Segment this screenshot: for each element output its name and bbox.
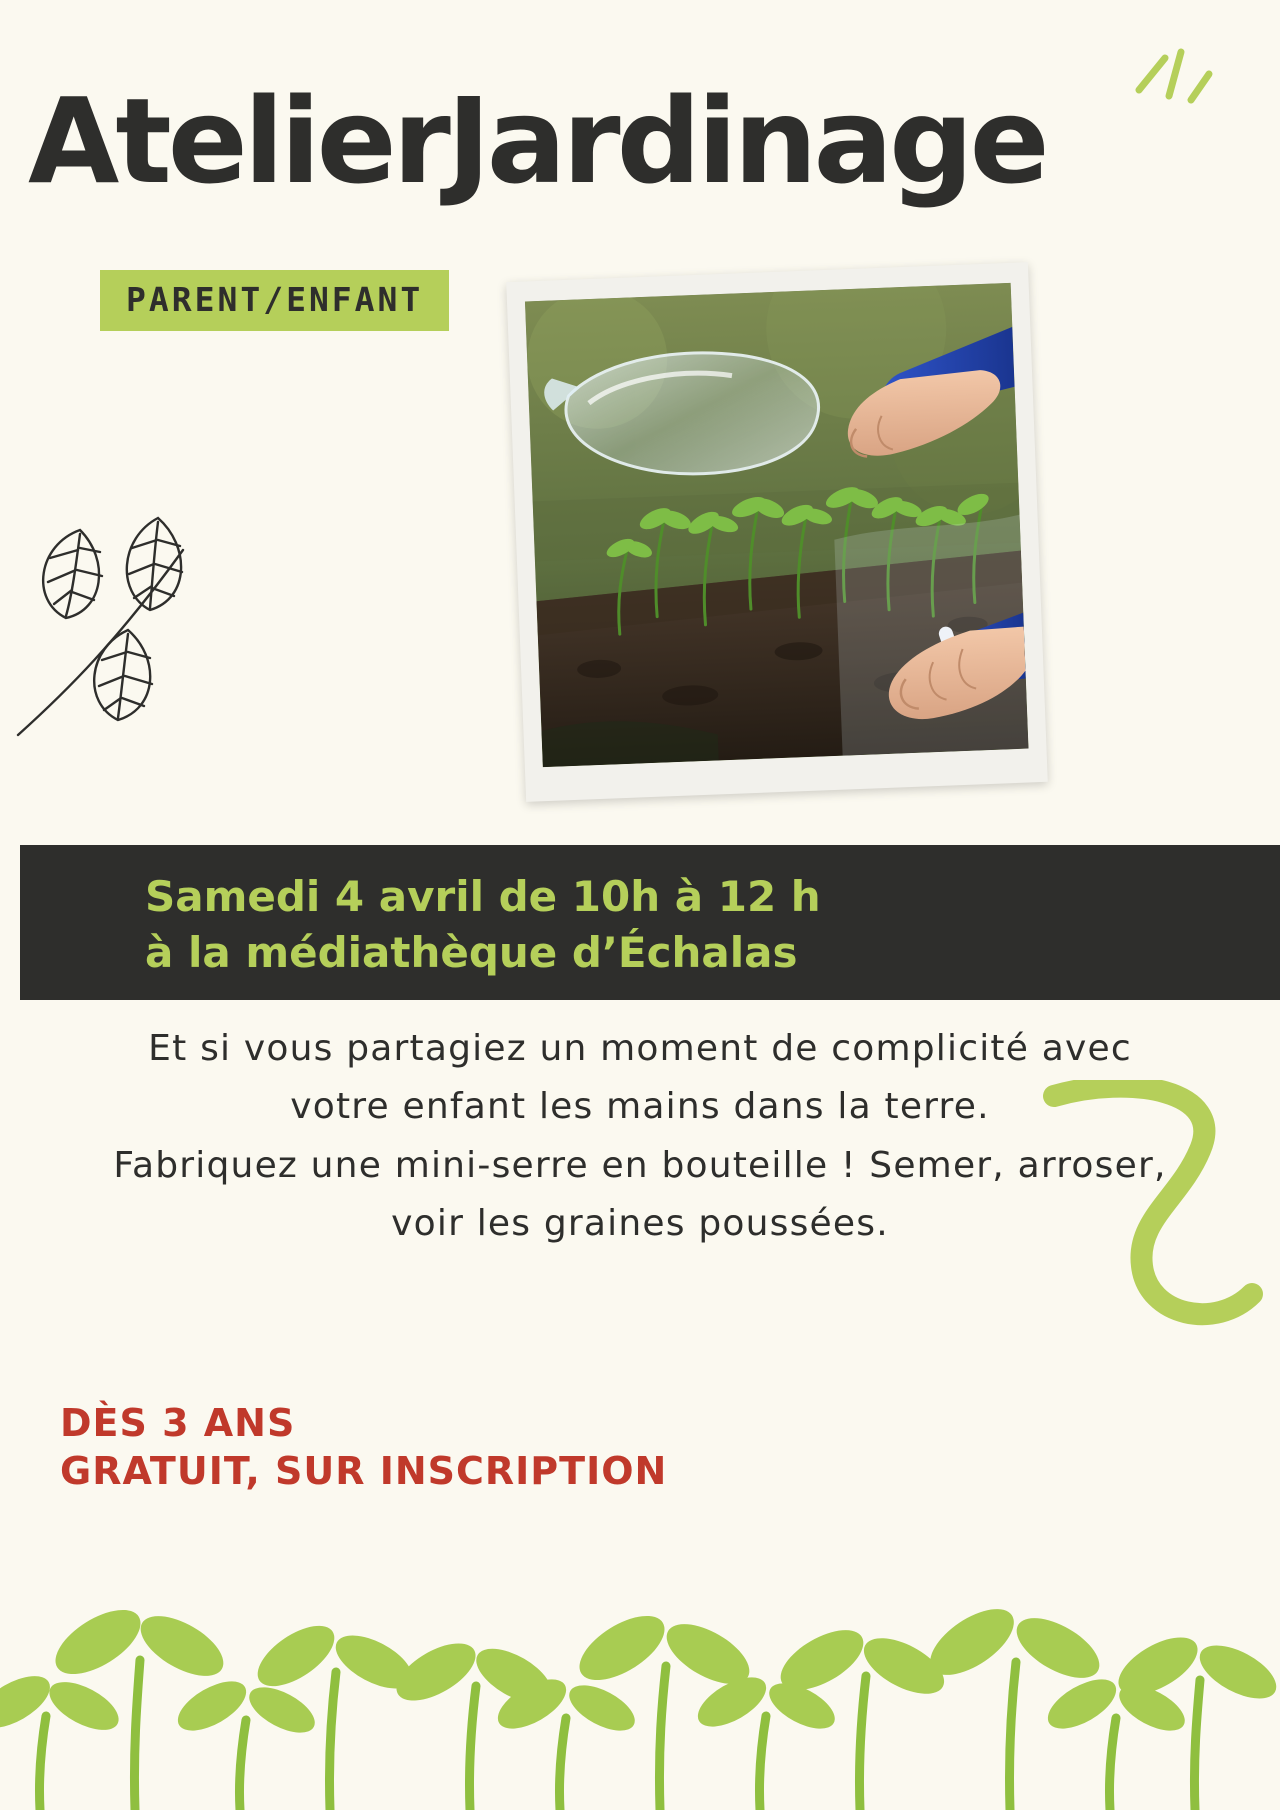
body-text: [0, 1020, 1280, 1253]
subtitle-badge: [100, 270, 449, 331]
subtitle-label: PARENT/ENFANT: [126, 280, 424, 319]
note-registration: GRATUIT, SUR INSCRIPTION: [60, 1448, 668, 1493]
photo-frame: [506, 262, 1048, 802]
page-title: AtelierJardinage: [28, 72, 1046, 210]
date-line-secondary: à la médiathèque d’Échalas: [145, 928, 798, 977]
date-line-primary: Samedi 4 avril de 10h à 12 h: [145, 872, 821, 921]
body-line-4: voir les graines poussées.: [391, 1202, 889, 1244]
body-line-1: Et si vous partagiez un moment de complicité avec: [148, 1028, 1132, 1069]
sprout-row-illustration: [0, 1380, 1280, 1810]
sparkle-icon: [1125, 30, 1215, 120]
body-line-3: Fabriquez une mini-serre en bouteille ! Semer, arroser,: [113, 1144, 1167, 1186]
date-band: [20, 845, 1280, 1000]
note-age: DÈS 3 ANS: [60, 1401, 296, 1445]
body-line-2: votre enfant les mains dans la terre.: [290, 1086, 990, 1128]
workshop-photo: [525, 283, 1029, 767]
leaf-branch-illustration: [8, 490, 298, 750]
